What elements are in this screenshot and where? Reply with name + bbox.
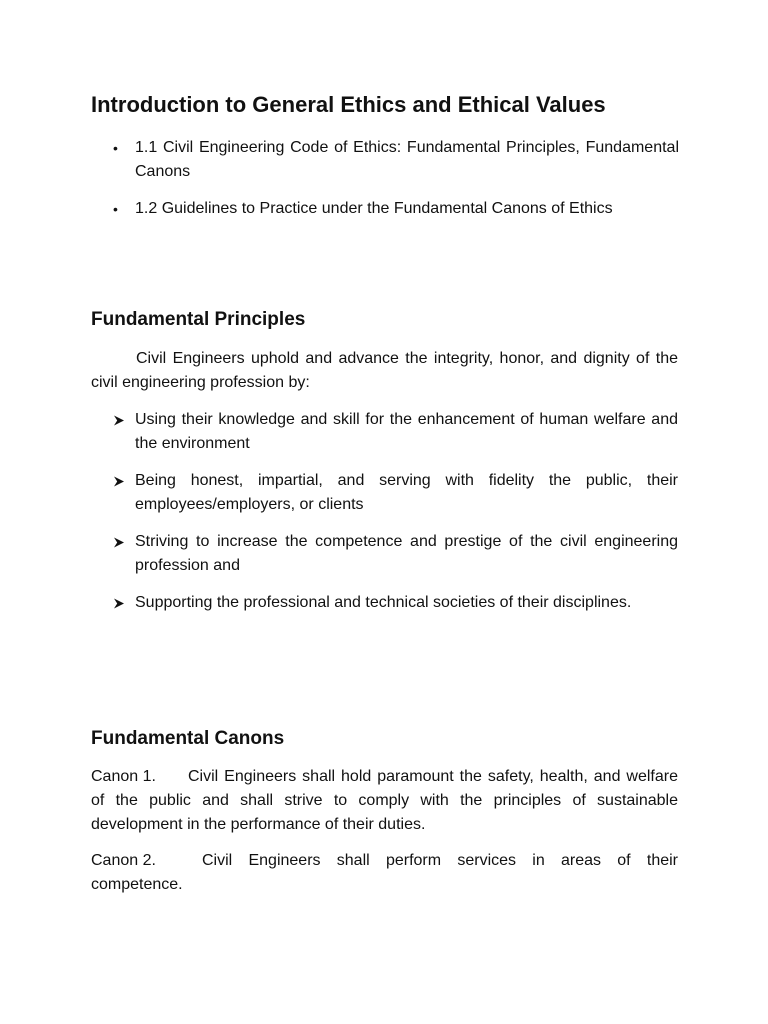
section-heading-principles: Fundamental Principles [91, 309, 306, 330]
canon-paragraph [91, 849, 678, 897]
list-item [113, 469, 678, 517]
bullet-dot-icon: • [113, 140, 118, 156]
canon-label: Canon 1. [91, 768, 156, 785]
list-item [113, 591, 678, 615]
topic-list [113, 136, 679, 221]
arrowhead-bullet-icon [113, 476, 125, 487]
canon-text: Civil Engineers shall perform services in areas of their competence. [91, 852, 678, 893]
principles-intro-paragraph: Civil Engineers uphold and advance the integrity, honor, and dignity of the civil engineering profession by: [91, 350, 678, 391]
arrowhead-bullet-icon [113, 415, 125, 426]
canon-label: Canon 2. [91, 852, 156, 869]
canon-text: Civil Engineers shall hold paramount the safety, health, and welfare of the public and shall strive to comply with the principles of sustainable development in the performance of their duties. [91, 768, 678, 833]
principle-text: Being honest, impartial, and serving with fidelity the public, their employees/employers, or clients [135, 472, 678, 513]
topic-text: 1.2 Guidelines to Practice under the Fundamental Canons of Ethics [135, 200, 613, 217]
topic-text: 1.1 Civil Engineering Code of Ethics: Fundamental Principles, Fundamental Canons [135, 139, 679, 180]
principle-text: Using their knowledge and skill for the enhancement of human welfare and the environment [135, 411, 678, 452]
list-item [113, 530, 678, 578]
canon-paragraph [91, 765, 678, 837]
principles-list [113, 408, 678, 615]
arrowhead-bullet-icon [113, 537, 125, 548]
arrowhead-bullet-icon [113, 598, 125, 609]
principle-text: Supporting the professional and technical societies of their disciplines. [135, 594, 632, 611]
page-title: Introduction to General Ethics and Ethical Values [91, 92, 606, 117]
list-item [113, 408, 678, 456]
bullet-dot-icon: • [113, 201, 118, 217]
section-heading-canons: Fundamental Canons [91, 728, 285, 749]
list-item [113, 136, 679, 184]
list-item [113, 197, 679, 221]
principle-text: Striving to increase the competence and prestige of the civil engineering profession and [135, 533, 678, 574]
